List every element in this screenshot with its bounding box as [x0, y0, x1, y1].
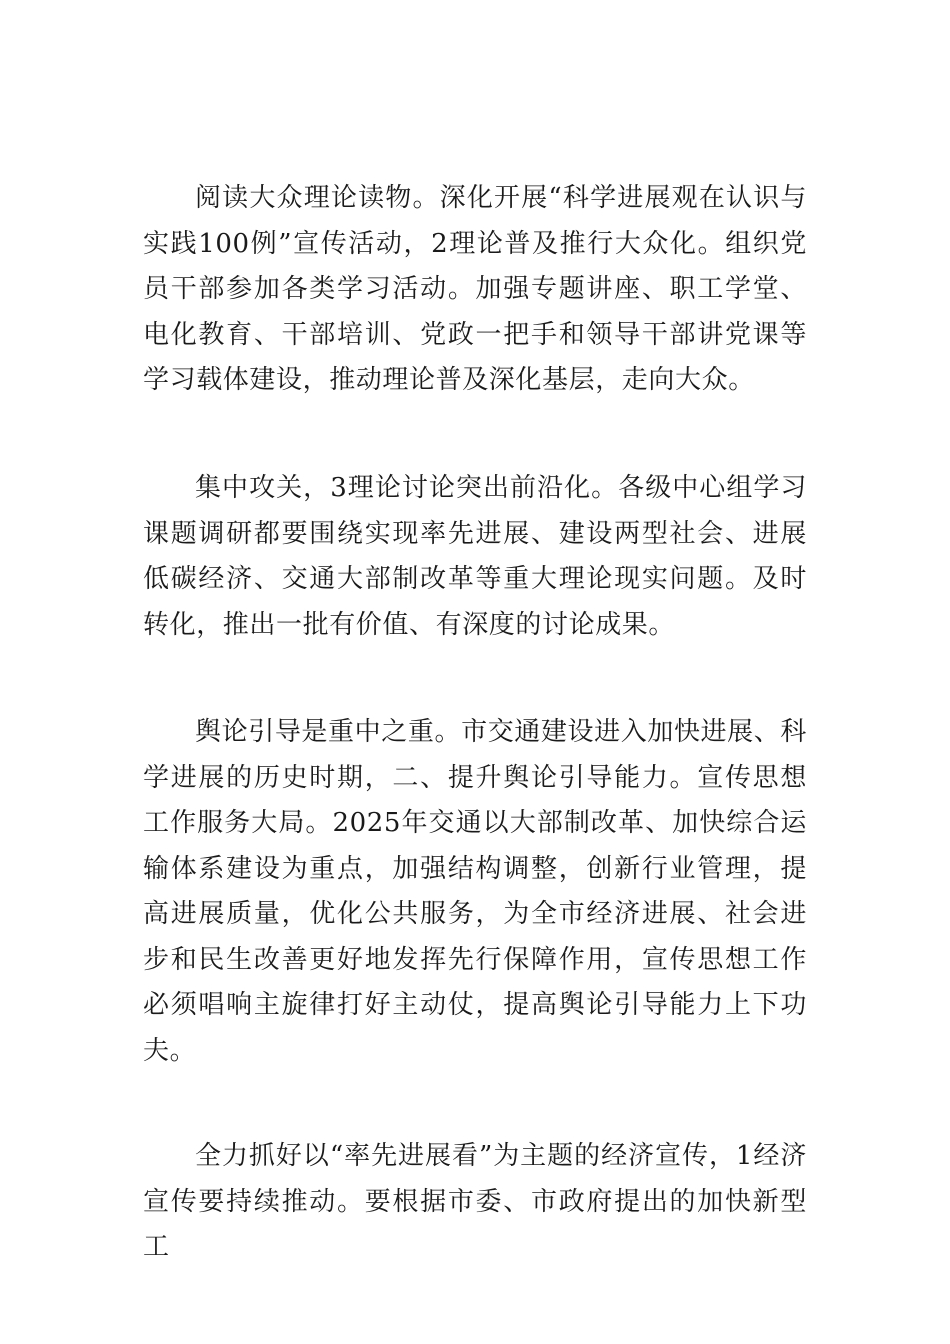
body-paragraph-1: 阅读大众理论读物。深化开展“科学进展观在认识与实践100例”宣传活动，2理论普及推行大众化。组织党员干部参加各类学习活动。加强专题讲座、职工学堂、电化教育、干部培训、党政一把手和领导干部讲党课等学习载体建设，推动理论普及深化基层，走向大众。: [143, 183, 807, 395]
body-paragraph-4: 全力抓好以“率先进展看”为主题的经济宣传，1经济宣传要持续推动。要根据市委、市政府提出的加快新型工: [143, 1141, 807, 1262]
body-paragraph-3: 舆论引导是重中之重。市交通建设进入加快进展、科学进展的历史时期，二、提升舆论引导能力。宣传思想工作服务大局。2025年交通以大部制改革、加快综合运输体系建设为重点，加强结构调整，创新行业管理，提高进展质量，优化公共服务，为全市经济进展、社会进步和民生改善更好地发挥先行保障作用，宣传思想工作必须唱响主旋律打好主动仗，提高舆论引导能力上下功夫。: [143, 717, 807, 1066]
body-paragraph-2: 集中攻关，3理论讨论突出前沿化。各级中心组学习课题调研都要围绕实现率先进展、建设两型社会、进展低碳经济、交通大部制改革等重大理论现实问题。及时转化，推出一批有价值、有深度的讨论成果。: [143, 473, 807, 640]
